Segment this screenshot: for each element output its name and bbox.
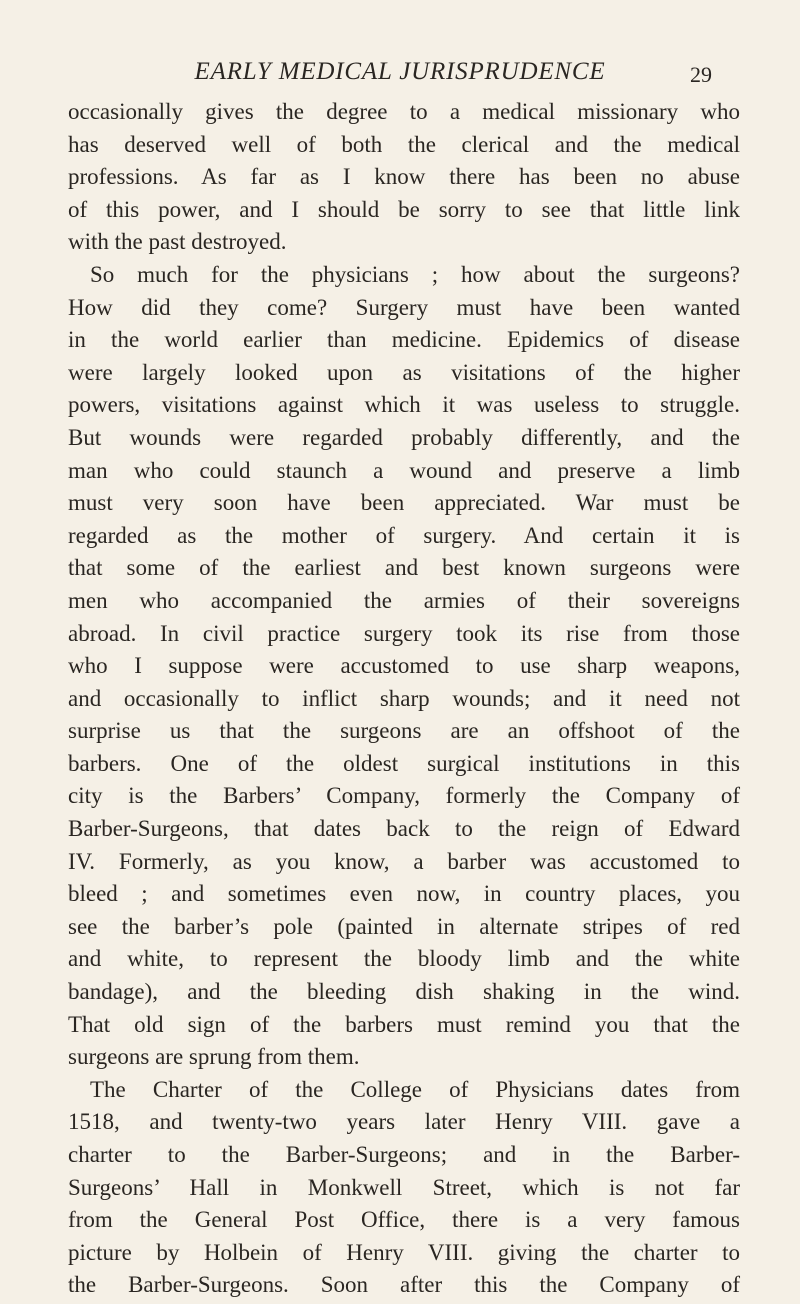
running-head (0, 58, 800, 94)
text-line: of this power, and I should be sorry to see that little link (68, 196, 740, 222)
text-line: see the barber’s pole (painted in alternate stripes of red (68, 913, 740, 939)
text-line: Surgeons’ Hall in Monkwell Street, which is not far (68, 1174, 740, 1200)
text-line: bleed ; and sometimes even now, in country places, you (68, 881, 740, 907)
text-line: has deserved well of both the clerical and the medical (68, 131, 740, 157)
text-line: and occasionally to inflict sharp wounds; and it need not (68, 685, 740, 711)
text-line: 1518, and twenty-two years later Henry VIII. gave a (68, 1109, 740, 1135)
text-line: that some of the earliest and best known surgeons were (68, 555, 740, 581)
text-line: and white, to represent the bloody limb and the white (68, 946, 740, 972)
text-line: were largely looked upon as visitations of the higher (68, 359, 740, 385)
text-line: men who accompanied the armies of their sovereigns (68, 587, 740, 613)
text-line: the Barber-Surgeons. Soon after this the Company of (68, 1272, 740, 1298)
text-line: bandage), and the bleeding dish shaking in the wind. (68, 979, 740, 1005)
text-line: How did they come? Surgery must have been wanted (68, 294, 740, 320)
text-line: So much for the physicians ; how about the surgeons? (90, 261, 740, 287)
text-line: picture by Holbein of Henry VIII. giving the charter to (68, 1239, 740, 1265)
text-line: abroad. In civil practice surgery took its rise from those (68, 620, 740, 646)
text-line: barbers. One of the oldest surgical institutions in this (68, 750, 740, 776)
text-line: IV. Formerly, as you know, a barber was accustomed to (68, 848, 740, 874)
text-line: city is the Barbers’ Company, formerly the Company of (68, 783, 740, 809)
text-line: who I suppose were accustomed to use sharp weapons, (68, 653, 740, 679)
text-line: powers, visitations against which it was useless to struggle. (68, 392, 740, 418)
body-text (68, 96, 740, 1302)
text-line: professions. As far as I know there has been no abuse (68, 164, 740, 190)
text-line: regarded as the mother of surgery. And certain it is (68, 522, 740, 548)
text-line: charter to the Barber-Surgeons; and in the Barber- (68, 1142, 740, 1167)
text-line: must very soon have been appreciated. War must be (68, 490, 740, 516)
running-title: EARLY MEDICAL JURISPRUDENCE (194, 58, 606, 85)
text-line: That old sign of the barbers must remind you that the (68, 1011, 740, 1037)
text-line: surprise us that the surgeons are an offshoot of the (68, 718, 740, 744)
page-number: 29 (690, 62, 712, 87)
text-line: Barber-Surgeons, that dates back to the reign of Edward (68, 816, 740, 842)
text-line: in the world earlier than medicine. Epidemics of disease (68, 327, 740, 353)
text-line: occasionally gives the degree to a medical missionary who (68, 99, 740, 124)
text-line: with the past destroyed. (68, 229, 287, 255)
text-line: from the General Post Office, there is a very famous (68, 1207, 740, 1233)
text-line: man who could staunch a wound and preserve a limb (68, 457, 740, 483)
text-line: surgeons are sprung from them. (68, 1044, 360, 1070)
text-line: The Charter of the College of Physicians dates from (90, 1076, 740, 1102)
text-line: But wounds were regarded probably differently, and the (68, 424, 740, 450)
